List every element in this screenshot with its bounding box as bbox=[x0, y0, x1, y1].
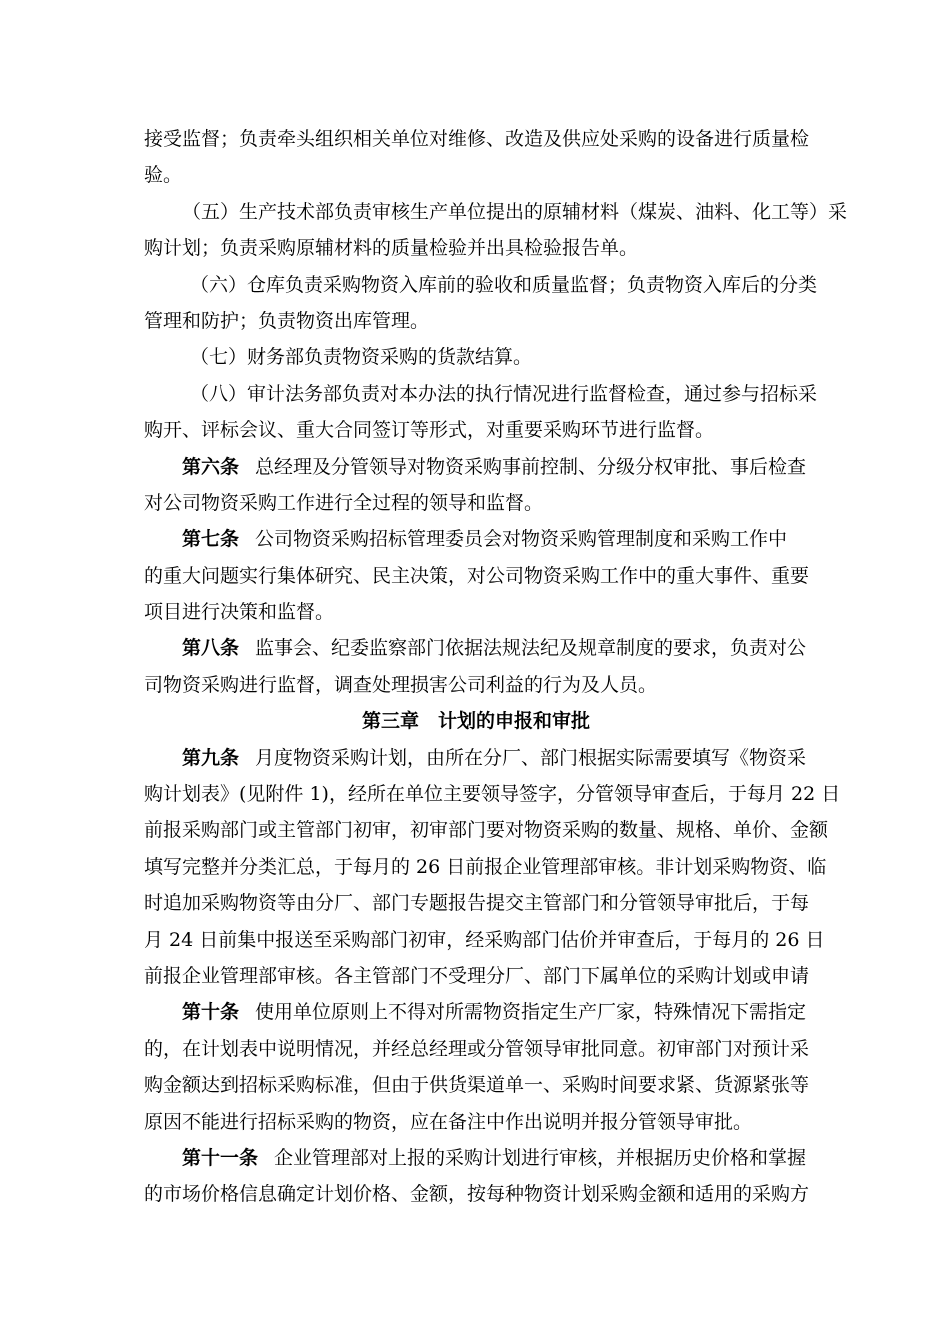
text-line: 的市场价格信息确定计划价格、金额，按每种物资计划采购金额和适用的采购方 bbox=[144, 1183, 810, 1206]
text-line: 前报采购部门或主管部门初审，初审部门要对物资采购的数量、规格、单价、金额 bbox=[144, 819, 829, 842]
text-line: 司物资采购进行监督，调查处理损害公司利益的行为及人员。 bbox=[144, 673, 658, 696]
article-heading: 第十条 bbox=[182, 1001, 240, 1024]
article-6 bbox=[144, 449, 808, 485]
article-9 bbox=[144, 740, 808, 776]
article-text: 总经理及分管领导对物资采购事前控制、分级分权审批、事后检查 bbox=[255, 455, 807, 478]
text-line: （五）生产技术部负责审核生产单位提出的原辅材料（煤炭、油料、化工等）采 bbox=[182, 200, 848, 223]
text-line: 购计划表》(见附件 1)，经所在单位主要领导签字，分管领导审查后，于每月 22 日 bbox=[144, 783, 841, 806]
text-line: （六）仓库负责采购物资入库前的验收和质量监督；负责物资入库后的分类 bbox=[190, 273, 818, 296]
text-line: 前报企业管理部审核。各主管部门不受理分厂、部门下属单位的采购计划或申请 bbox=[144, 964, 810, 987]
document-body bbox=[144, 121, 848, 1213]
text-line: （七）财务部负责物资采购的货款结算。 bbox=[190, 346, 533, 369]
article-7 bbox=[144, 521, 808, 557]
article-8 bbox=[144, 630, 808, 666]
text-line: 原因不能进行招标采购的物资，应在备注中作出说明并报分管领导审批。 bbox=[144, 1110, 753, 1133]
article-11 bbox=[144, 1140, 808, 1176]
article-text: 公司物资采购招标管理委员会对物资采购管理制度和采购工作中 bbox=[255, 528, 788, 551]
text-line: 购计划；负责采购原辅材料的质量检验并出具检验报告单。 bbox=[144, 237, 639, 260]
article-text: 监事会、纪委监察部门依据法规法纪及规章制度的要求，负责对公 bbox=[255, 637, 807, 660]
article-heading: 第八条 bbox=[182, 637, 240, 660]
text-line: 购开、评标会议、重大合同签订等形式，对重要采购环节进行监督。 bbox=[144, 419, 715, 442]
text-line: 的，在计划表中说明情况，并经总经理或分管领导审批同意。初审部门对预计采 bbox=[144, 1037, 810, 1060]
article-text: 企业管理部对上报的采购计划进行审核，并根据历史价格和掌握 bbox=[274, 1146, 807, 1169]
text-line: 的重大问题实行集体研究、民主决策，对公司物资采购工作中的重大事件、重要 bbox=[144, 564, 810, 587]
chapter-heading: 第三章 计划的申报和审批 bbox=[361, 710, 590, 733]
article-text: 使用单位原则上不得对所需物资指定生产厂家，特殊情况下需指定 bbox=[255, 1001, 807, 1024]
text-line: 验。 bbox=[144, 164, 183, 187]
text-line: 项目进行决策和监督。 bbox=[144, 601, 335, 624]
article-10 bbox=[144, 994, 808, 1030]
text-line: 时追加采购物资等由分厂、部门专题报告提交主管部门和分管领导审批后，于每 bbox=[144, 892, 810, 915]
text-line: 填写完整并分类汇总，于每月的 26 日前报企业管理部审核。非计划采购物资、临 bbox=[144, 855, 827, 878]
article-heading: 第六条 bbox=[182, 455, 240, 478]
article-heading: 第十一条 bbox=[182, 1146, 259, 1169]
text-line: 月 24 日前集中报送至采购部门初审，经采购部门估价并审查后，于每月的 26 日 bbox=[144, 928, 825, 951]
article-heading: 第九条 bbox=[182, 746, 240, 769]
text-line: （八）审计法务部负责对本办法的执行情况进行监督检查，通过参与招标采 bbox=[190, 382, 818, 405]
article-text: 月度物资采购计划，由所在分厂、部门根据实际需要填写《物资采 bbox=[255, 746, 807, 769]
text-line: 管理和防护；负责物资出库管理。 bbox=[144, 309, 430, 332]
text-line: 对公司物资采购工作进行全过程的领导和监督。 bbox=[144, 491, 544, 514]
text-line: 购金额达到招标采购标准，但由于供货渠道单一、采购时间要求紧、货源紧张等 bbox=[144, 1074, 810, 1097]
text-line: 接受监督；负责牵头组织相关单位对维修、改造及供应处采购的设备进行质量检 bbox=[144, 128, 810, 150]
article-heading: 第七条 bbox=[182, 528, 240, 551]
